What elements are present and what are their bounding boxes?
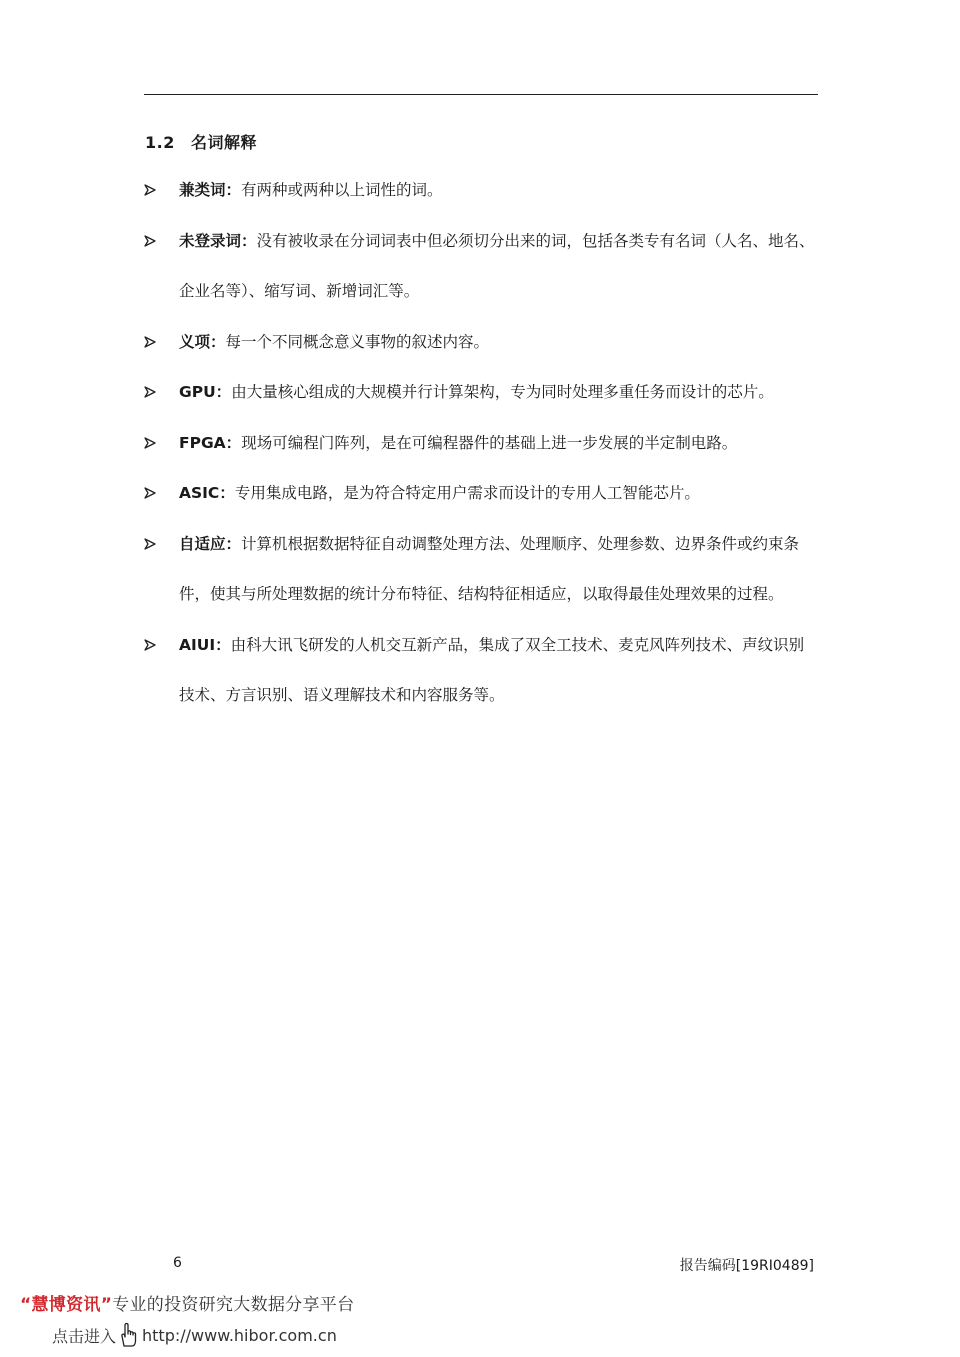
site-link[interactable] bbox=[52, 1322, 337, 1348]
definition-term: AIUI bbox=[179, 635, 216, 654]
page-number: 6 bbox=[173, 1255, 182, 1271]
arrowhead-bullet-icon bbox=[144, 519, 160, 570]
definition-item bbox=[0, 418, 819, 469]
definition-term: FPGA bbox=[179, 433, 226, 452]
open-quote: “ bbox=[20, 1295, 32, 1315]
definition-text: 每一个不同概念意义事物的叙述内容。 bbox=[225, 332, 490, 351]
definition-separator: ： bbox=[225, 433, 242, 452]
pointing-hand-icon[interactable] bbox=[118, 1322, 140, 1348]
definition-item bbox=[0, 317, 819, 368]
definition-term: GPU bbox=[179, 383, 216, 401]
definition-text: 计算机根据数据特征自动调整处理方法、处理顺序、处理参数、边界条件或约束条件，使其与所处理数据的统计分布特征、结构特征相适应，以取得最佳处理效果的过程。 bbox=[179, 534, 800, 603]
definition-separator: ： bbox=[215, 383, 232, 401]
definition-item bbox=[0, 468, 819, 519]
definition-item bbox=[0, 216, 819, 317]
definition-item bbox=[0, 367, 819, 418]
section-number: 1.2 bbox=[145, 133, 175, 152]
definition-text: 由大量核心组成的大规模并行计算架构，专为同时处理多重任务而设计的芯片。 bbox=[231, 383, 774, 401]
site-url[interactable]: http://www.hibor.com.cn bbox=[142, 1325, 337, 1345]
definition-item bbox=[0, 165, 819, 216]
definition-text: 没有被收录在分词词表中但必须切分出来的词，包括各类专有名词（人名、地名、企业名等）、缩写词、新增词汇等。 bbox=[179, 231, 815, 300]
report-code: 报告编码[19RI0489] bbox=[679, 1258, 814, 1274]
arrowhead-bullet-icon bbox=[144, 216, 160, 267]
definition-separator: ： bbox=[241, 231, 257, 250]
arrowhead-bullet-icon bbox=[144, 620, 160, 671]
definition-term: ASIC bbox=[179, 484, 220, 502]
brand-name: 慧博资讯 bbox=[31, 1295, 101, 1315]
arrowhead-bullet-icon bbox=[144, 317, 160, 368]
arrowhead-bullet-icon bbox=[144, 165, 160, 216]
definition-separator: ： bbox=[225, 534, 242, 553]
definition-item bbox=[0, 620, 819, 721]
definition-separator: ： bbox=[215, 635, 231, 654]
definition-text: 现场可编程门阵列，是在可编程器件的基础上进一步发展的半定制电路。 bbox=[241, 433, 738, 452]
section-title: 名词解释 bbox=[191, 133, 258, 152]
click-to-enter-text[interactable]: 点击进入 bbox=[52, 1326, 117, 1346]
close-quote: ” bbox=[100, 1295, 113, 1315]
definition-separator: ： bbox=[225, 181, 242, 199]
definition-item bbox=[0, 519, 819, 620]
brand-tagline bbox=[20, 1290, 354, 1315]
definition-term: 义项 bbox=[179, 332, 211, 351]
arrowhead-bullet-icon bbox=[144, 468, 160, 519]
definition-term: 兼类词 bbox=[179, 181, 226, 199]
definition-text: 专用集成电路，是为符合特定用户需求而设计的专用人工智能芯片。 bbox=[234, 484, 700, 502]
header-rule bbox=[144, 94, 818, 95]
definition-term: 未登录词 bbox=[179, 231, 242, 250]
definition-text: 由科大讯飞研发的人机交互新产品，集成了双全工技术、麦克风阵列技术、声纹识别技术、方言识别、语义理解技术和内容服务等。 bbox=[179, 635, 805, 704]
arrowhead-bullet-icon bbox=[144, 418, 160, 469]
definition-separator: ： bbox=[219, 484, 235, 502]
definition-list bbox=[0, 165, 960, 721]
arrowhead-bullet-icon bbox=[144, 367, 160, 418]
tagline-text: 专业的投资研究大数据分享平台 bbox=[112, 1295, 355, 1315]
definition-text: 有两种或两种以上词性的词。 bbox=[241, 181, 443, 199]
definition-separator: ： bbox=[210, 332, 226, 351]
section-heading bbox=[145, 130, 257, 153]
definition-term: 自适应 bbox=[179, 534, 226, 553]
